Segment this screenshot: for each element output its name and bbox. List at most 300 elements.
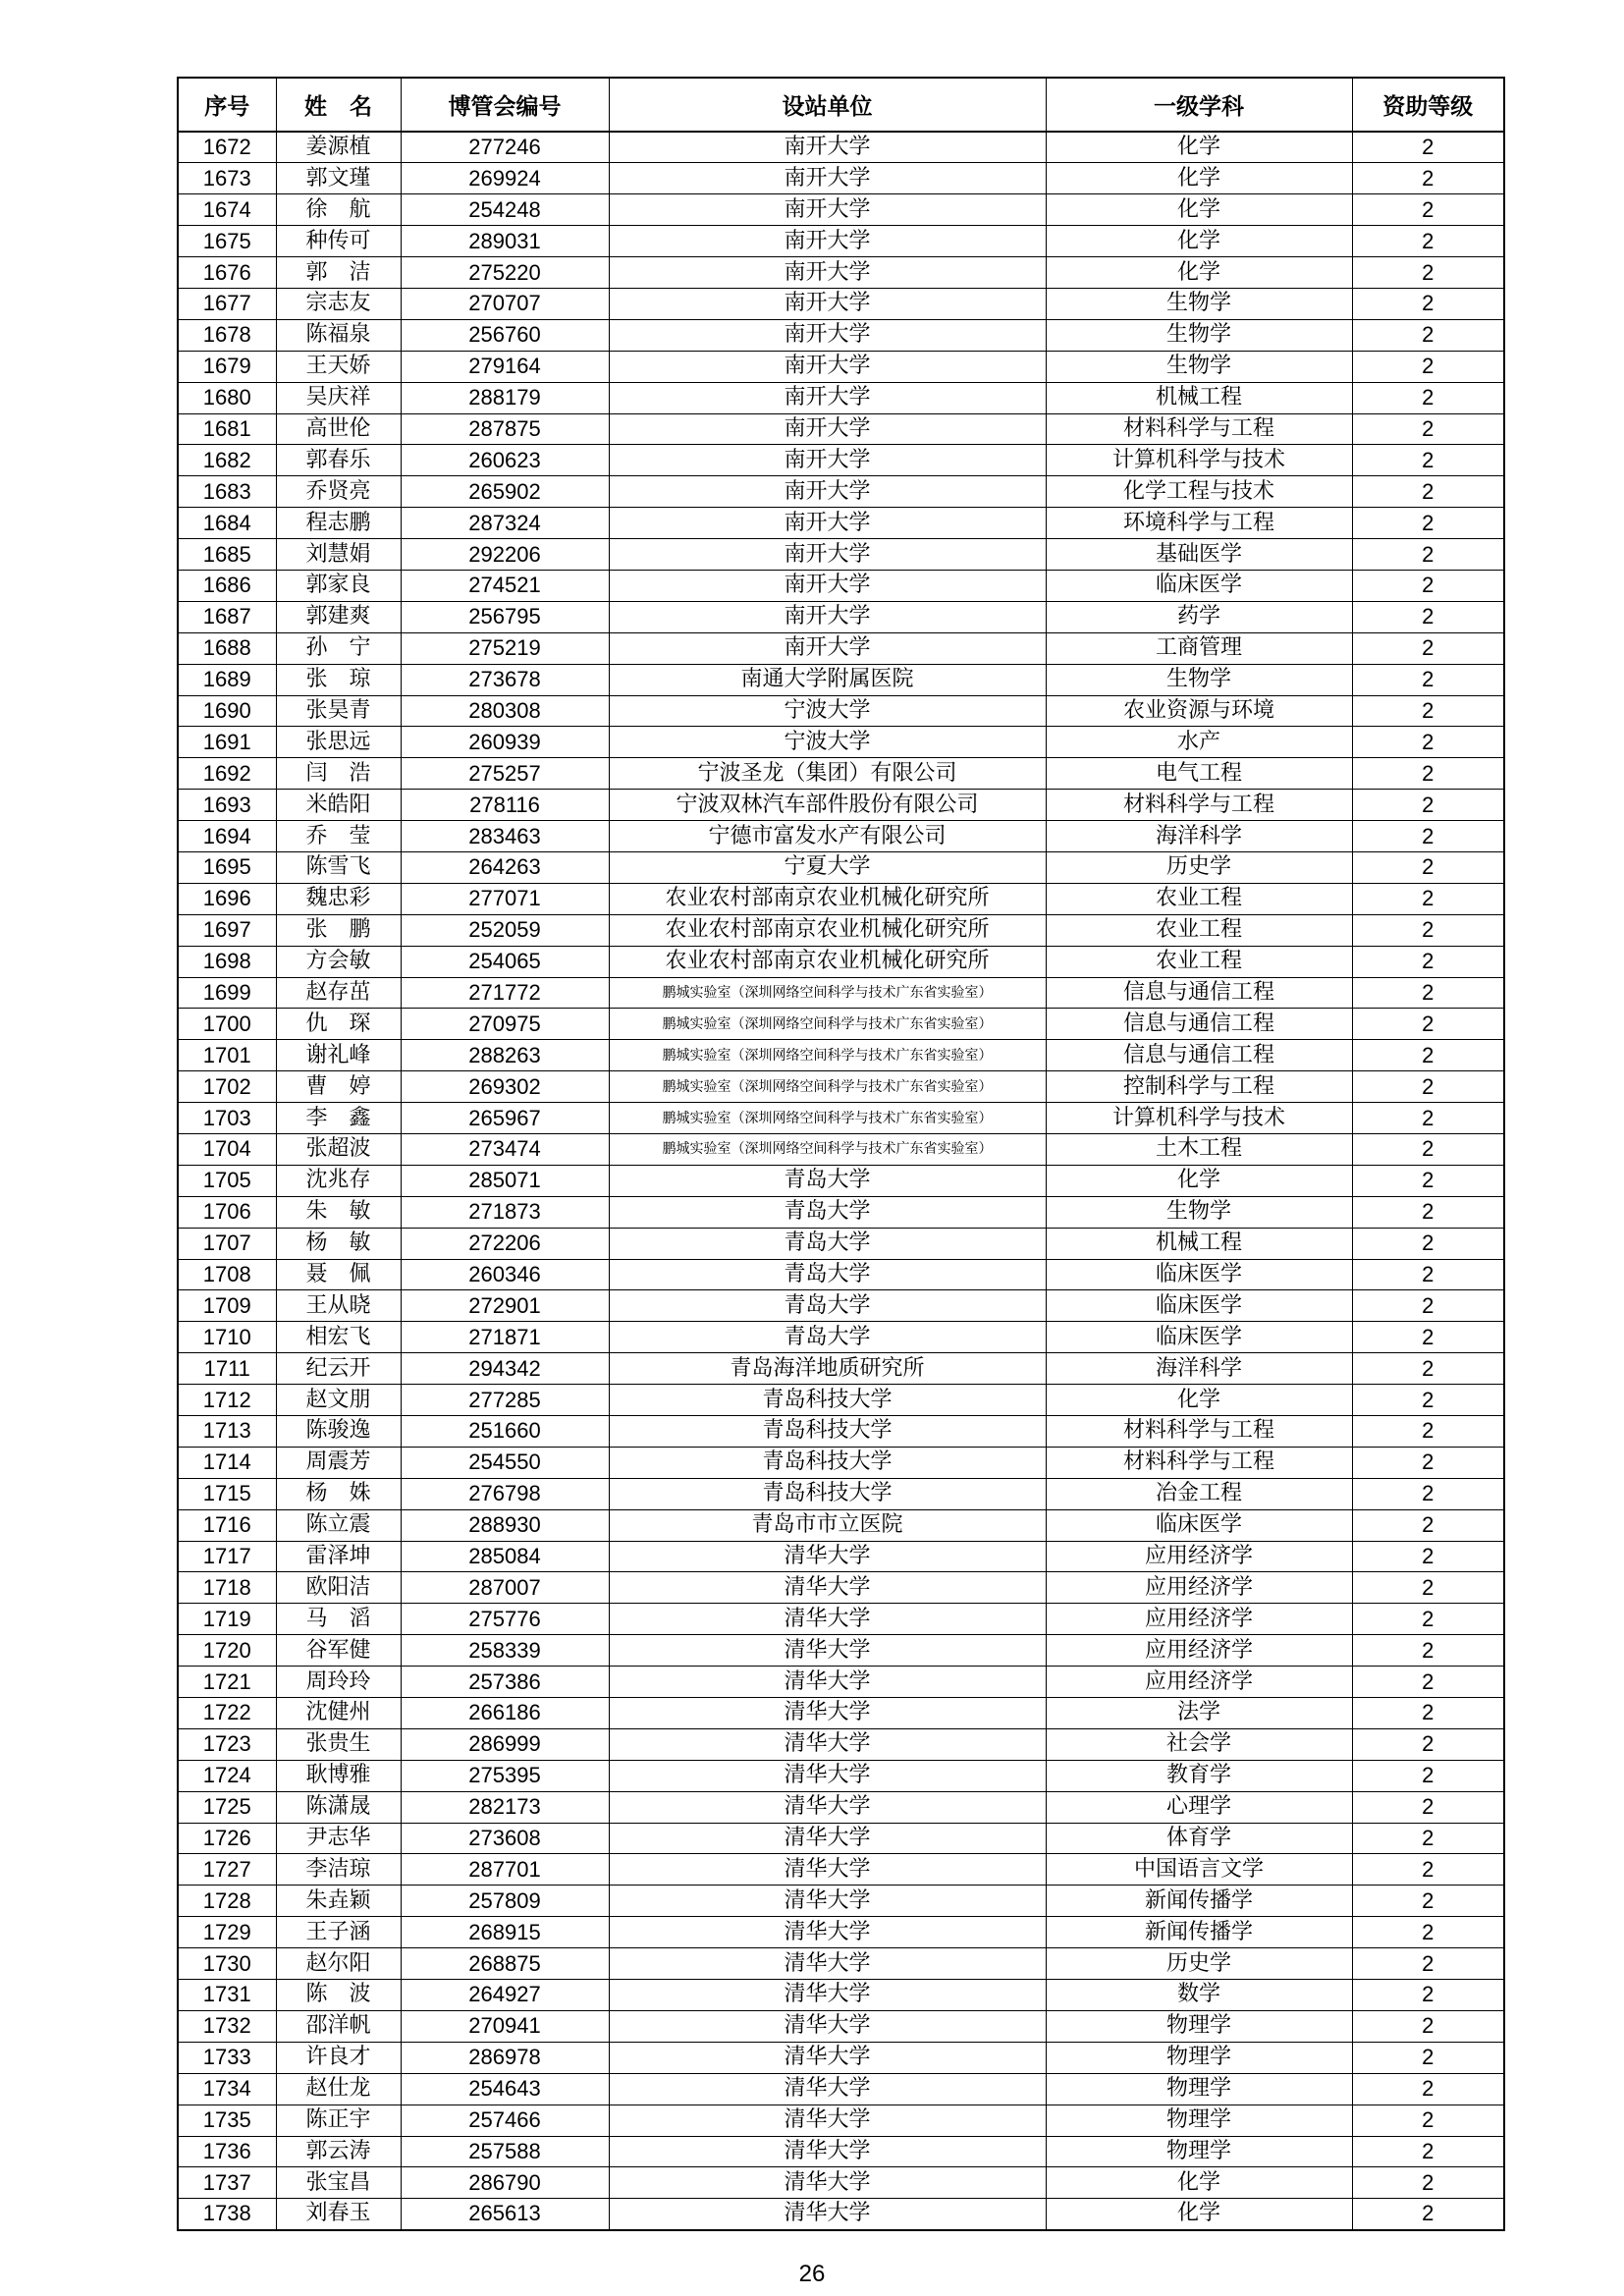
cell-name: 张宝昌 [276, 2167, 401, 2199]
cell-name: 马 滔 [276, 1604, 401, 1635]
cell-discipline: 农业工程 [1046, 946, 1352, 977]
cell-id: 271873 [401, 1196, 609, 1228]
cell-id: 272901 [401, 1290, 609, 1322]
cell-discipline: 农业资源与环境 [1046, 695, 1352, 727]
cell-level: 2 [1352, 2042, 1504, 2073]
cell-unit: 南开大学 [609, 508, 1046, 539]
table-row [178, 1667, 1504, 1698]
cell-id: 280308 [401, 695, 609, 727]
cell-serial: 1675 [178, 226, 276, 257]
cell-name: 杨 敏 [276, 1228, 401, 1259]
cell-level: 2 [1352, 1948, 1504, 1980]
cell-name: 陈潇晟 [276, 1791, 401, 1823]
table-row [178, 1509, 1504, 1541]
cell-id: 275257 [401, 758, 609, 790]
cell-unit: 南开大学 [609, 194, 1046, 226]
cell-name: 郭建爽 [276, 601, 401, 632]
cell-name: 刘春玉 [276, 2199, 401, 2230]
table-row [178, 2199, 1504, 2230]
cell-unit: 青岛海洋地质研究所 [609, 1353, 1046, 1385]
cell-name: 陈雪飞 [276, 851, 401, 883]
cell-name: 沈兆存 [276, 1165, 401, 1196]
cell-id: 260346 [401, 1259, 609, 1290]
cell-unit: 南开大学 [609, 319, 1046, 351]
cell-level: 2 [1352, 727, 1504, 758]
table-row [178, 351, 1504, 382]
cell-discipline: 冶金工程 [1046, 1478, 1352, 1509]
cell-name: 闫 浩 [276, 758, 401, 790]
cell-unit: 宁波双林汽车部件股份有限公司 [609, 790, 1046, 821]
cell-id: 275395 [401, 1760, 609, 1791]
cell-name: 种传可 [276, 226, 401, 257]
cell-serial: 1725 [178, 1791, 276, 1823]
cell-id: 254248 [401, 194, 609, 226]
cell-name: 郭云涛 [276, 2136, 401, 2167]
cell-discipline: 历史学 [1046, 851, 1352, 883]
cell-discipline: 数学 [1046, 1980, 1352, 2011]
cell-discipline: 物理学 [1046, 2042, 1352, 2073]
cell-unit: 青岛大学 [609, 1290, 1046, 1322]
cell-id: 275776 [401, 1604, 609, 1635]
cell-discipline: 法学 [1046, 1698, 1352, 1729]
cell-serial: 1697 [178, 914, 276, 946]
cell-id: 251660 [401, 1416, 609, 1448]
header-level: 资助等级 [1352, 78, 1504, 132]
cell-unit: 青岛大学 [609, 1196, 1046, 1228]
cell-unit: 清华大学 [609, 2199, 1046, 2230]
cell-discipline: 农业工程 [1046, 914, 1352, 946]
table-row [178, 2073, 1504, 2105]
cell-level: 2 [1352, 1259, 1504, 1290]
cell-level: 2 [1352, 1728, 1504, 1760]
cell-discipline: 生物学 [1046, 1196, 1352, 1228]
cell-unit: 南开大学 [609, 163, 1046, 194]
table-row [178, 445, 1504, 476]
cell-unit: 清华大学 [609, 1604, 1046, 1635]
table-row [178, 2136, 1504, 2167]
cell-unit: 南开大学 [609, 601, 1046, 632]
cell-name: 方会敏 [276, 946, 401, 977]
cell-discipline: 生物学 [1046, 288, 1352, 319]
cell-discipline: 信息与通信工程 [1046, 1009, 1352, 1040]
cell-level: 2 [1352, 790, 1504, 821]
cell-id: 265967 [401, 1103, 609, 1134]
cell-discipline: 化学 [1046, 2199, 1352, 2230]
cell-name: 魏忠彩 [276, 883, 401, 914]
cell-level: 2 [1352, 445, 1504, 476]
cell-unit: 清华大学 [609, 1948, 1046, 1980]
cell-level: 2 [1352, 382, 1504, 413]
cell-name: 欧阳洁 [276, 1572, 401, 1604]
cell-serial: 1715 [178, 1478, 276, 1509]
cell-id: 256795 [401, 601, 609, 632]
cell-id: 277285 [401, 1385, 609, 1416]
cell-id: 287007 [401, 1572, 609, 1604]
cell-unit: 清华大学 [609, 2167, 1046, 2199]
cell-serial: 1711 [178, 1353, 276, 1385]
cell-serial: 1728 [178, 1886, 276, 1917]
cell-level: 2 [1352, 319, 1504, 351]
cell-discipline: 应用经济学 [1046, 1635, 1352, 1667]
cell-unit: 清华大学 [609, 2136, 1046, 2167]
cell-level: 2 [1352, 1290, 1504, 1322]
cell-level: 2 [1352, 1353, 1504, 1385]
cell-serial: 1672 [178, 132, 276, 163]
table-row [178, 664, 1504, 695]
cell-id: 257809 [401, 1886, 609, 1917]
cell-id: 275219 [401, 632, 609, 664]
cell-discipline: 信息与通信工程 [1046, 1040, 1352, 1071]
cell-id: 254550 [401, 1447, 609, 1478]
cell-discipline: 化学 [1046, 1165, 1352, 1196]
cell-discipline: 化学 [1046, 226, 1352, 257]
table-row [178, 1009, 1504, 1040]
cell-serial: 1696 [178, 883, 276, 914]
cell-discipline: 新闻传播学 [1046, 1886, 1352, 1917]
page-number: 26 [798, 2261, 826, 2287]
cell-id: 294342 [401, 1353, 609, 1385]
cell-discipline: 化学 [1046, 194, 1352, 226]
cell-id: 270975 [401, 1009, 609, 1040]
cell-level: 2 [1352, 1196, 1504, 1228]
cell-unit: 南通大学附属医院 [609, 664, 1046, 695]
cell-level: 2 [1352, 946, 1504, 977]
cell-name: 郭春乐 [276, 445, 401, 476]
cell-unit: 清华大学 [609, 1791, 1046, 1823]
cell-level: 2 [1352, 1447, 1504, 1478]
cell-level: 2 [1352, 508, 1504, 539]
cell-id: 287324 [401, 508, 609, 539]
cell-level: 2 [1352, 1791, 1504, 1823]
cell-name: 朱垚颖 [276, 1886, 401, 1917]
cell-serial: 1731 [178, 1980, 276, 2011]
header-row [178, 78, 1504, 132]
cell-name: 尹志华 [276, 1823, 401, 1854]
cell-id: 271871 [401, 1322, 609, 1353]
cell-unit: 宁夏大学 [609, 851, 1046, 883]
cell-serial: 1721 [178, 1667, 276, 1698]
cell-level: 2 [1352, 1604, 1504, 1635]
cell-level: 2 [1352, 821, 1504, 852]
cell-serial: 1710 [178, 1322, 276, 1353]
cell-name: 周玲玲 [276, 1667, 401, 1698]
cell-unit: 清华大学 [609, 2042, 1046, 2073]
cell-level: 2 [1352, 883, 1504, 914]
cell-level: 2 [1352, 1478, 1504, 1509]
cell-serial: 1683 [178, 476, 276, 508]
cell-name: 陈福泉 [276, 319, 401, 351]
cell-serial: 1722 [178, 1698, 276, 1729]
cell-unit: 鹏城实验室（深圳网络空间科学与技术广东省实验室） [609, 1134, 1046, 1166]
cell-level: 2 [1352, 351, 1504, 382]
cell-serial: 1734 [178, 2073, 276, 2105]
cell-unit: 南开大学 [609, 288, 1046, 319]
cell-id: 273678 [401, 664, 609, 695]
table-row [178, 1635, 1504, 1667]
table-row [178, 1760, 1504, 1791]
header-id: 博管会编号 [401, 78, 609, 132]
cell-discipline: 电气工程 [1046, 758, 1352, 790]
header-unit: 设站单位 [609, 78, 1046, 132]
table-row [178, 1917, 1504, 1948]
cell-level: 2 [1352, 257, 1504, 289]
cell-serial: 1676 [178, 257, 276, 289]
cell-id: 289031 [401, 226, 609, 257]
cell-name: 姜源植 [276, 132, 401, 163]
cell-unit: 农业农村部南京农业机械化研究所 [609, 914, 1046, 946]
table-row [178, 1228, 1504, 1259]
cell-discipline: 临床医学 [1046, 1509, 1352, 1541]
cell-serial: 1706 [178, 1196, 276, 1228]
cell-name: 耿博雅 [276, 1760, 401, 1791]
table-row [178, 288, 1504, 319]
cell-id: 285084 [401, 1541, 609, 1572]
table-row [178, 1165, 1504, 1196]
cell-unit: 宁德市富发水产有限公司 [609, 821, 1046, 852]
table-row [178, 851, 1504, 883]
cell-serial: 1674 [178, 194, 276, 226]
cell-discipline: 土木工程 [1046, 1134, 1352, 1166]
cell-id: 254643 [401, 2073, 609, 2105]
cell-unit: 清华大学 [609, 1572, 1046, 1604]
cell-id: 287701 [401, 1854, 609, 1886]
cell-id: 260623 [401, 445, 609, 476]
cell-serial: 1714 [178, 1447, 276, 1478]
cell-level: 2 [1352, 413, 1504, 445]
table-row [178, 163, 1504, 194]
cell-level: 2 [1352, 1886, 1504, 1917]
cell-discipline: 应用经济学 [1046, 1667, 1352, 1698]
cell-level: 2 [1352, 476, 1504, 508]
table-row [178, 1447, 1504, 1478]
cell-serial: 1692 [178, 758, 276, 790]
cell-discipline: 物理学 [1046, 2010, 1352, 2042]
cell-discipline: 材料科学与工程 [1046, 790, 1352, 821]
table-row [178, 1948, 1504, 1980]
cell-level: 2 [1352, 194, 1504, 226]
cell-level: 2 [1352, 2136, 1504, 2167]
cell-id: 288930 [401, 1509, 609, 1541]
cell-serial: 1737 [178, 2167, 276, 2199]
cell-id: 256760 [401, 319, 609, 351]
cell-unit: 清华大学 [609, 1823, 1046, 1854]
cell-id: 292206 [401, 539, 609, 571]
cell-name: 张思远 [276, 727, 401, 758]
cell-unit: 清华大学 [609, 1698, 1046, 1729]
cell-unit: 南开大学 [609, 476, 1046, 508]
cell-level: 2 [1352, 132, 1504, 163]
table-row [178, 821, 1504, 852]
cell-discipline: 计算机科学与技术 [1046, 1103, 1352, 1134]
cell-unit: 青岛科技大学 [609, 1416, 1046, 1448]
cell-discipline: 应用经济学 [1046, 1604, 1352, 1635]
funding-table [177, 77, 1505, 2231]
cell-id: 273608 [401, 1823, 609, 1854]
cell-name: 宗志友 [276, 288, 401, 319]
cell-level: 2 [1352, 1760, 1504, 1791]
cell-name: 李 鑫 [276, 1103, 401, 1134]
table-row [178, 1728, 1504, 1760]
cell-id: 268915 [401, 1917, 609, 1948]
cell-id: 270941 [401, 2010, 609, 2042]
cell-id: 286790 [401, 2167, 609, 2199]
cell-discipline: 化学 [1046, 257, 1352, 289]
cell-level: 2 [1352, 1103, 1504, 1134]
cell-id: 254065 [401, 946, 609, 977]
cell-unit: 青岛大学 [609, 1165, 1046, 1196]
table-row [178, 1791, 1504, 1823]
table-row [178, 1385, 1504, 1416]
cell-serial: 1708 [178, 1259, 276, 1290]
cell-discipline: 历史学 [1046, 1948, 1352, 1980]
cell-level: 2 [1352, 914, 1504, 946]
cell-name: 张贵生 [276, 1728, 401, 1760]
cell-name: 程志鹏 [276, 508, 401, 539]
cell-serial: 1718 [178, 1572, 276, 1604]
cell-serial: 1704 [178, 1134, 276, 1166]
table-row [178, 1980, 1504, 2011]
cell-level: 2 [1352, 570, 1504, 601]
cell-name: 乔 莹 [276, 821, 401, 852]
table-row [178, 758, 1504, 790]
cell-name: 郭文瑾 [276, 163, 401, 194]
cell-serial: 1686 [178, 570, 276, 601]
cell-level: 2 [1352, 1823, 1504, 1854]
header-name: 姓 名 [276, 78, 401, 132]
cell-level: 2 [1352, 1635, 1504, 1667]
cell-name: 王子涵 [276, 1917, 401, 1948]
table-row [178, 1071, 1504, 1103]
cell-name: 雷泽坤 [276, 1541, 401, 1572]
table-row [178, 132, 1504, 163]
cell-name: 陈正宇 [276, 2105, 401, 2136]
table-row [178, 1854, 1504, 1886]
cell-unit: 鹏城实验室（深圳网络空间科学与技术广东省实验室） [609, 1040, 1046, 1071]
cell-serial: 1694 [178, 821, 276, 852]
table-row [178, 1604, 1504, 1635]
table-row [178, 1416, 1504, 1448]
cell-name: 郭家良 [276, 570, 401, 601]
cell-discipline: 海洋科学 [1046, 821, 1352, 852]
table-row [178, 1040, 1504, 1071]
table-row [178, 2167, 1504, 2199]
cell-id: 277071 [401, 883, 609, 914]
cell-serial: 1699 [178, 977, 276, 1009]
cell-unit: 清华大学 [609, 1728, 1046, 1760]
cell-name: 谷军健 [276, 1635, 401, 1667]
cell-level: 2 [1352, 1667, 1504, 1698]
cell-unit: 清华大学 [609, 1635, 1046, 1667]
cell-discipline: 工商管理 [1046, 632, 1352, 664]
cell-id: 288263 [401, 1040, 609, 1071]
cell-discipline: 化学 [1046, 163, 1352, 194]
cell-level: 2 [1352, 539, 1504, 571]
table-row [178, 727, 1504, 758]
cell-level: 2 [1352, 2105, 1504, 2136]
cell-serial: 1702 [178, 1071, 276, 1103]
cell-level: 2 [1352, 226, 1504, 257]
cell-unit: 农业农村部南京农业机械化研究所 [609, 946, 1046, 977]
cell-discipline: 应用经济学 [1046, 1572, 1352, 1604]
cell-id: 272206 [401, 1228, 609, 1259]
cell-name: 张 鹏 [276, 914, 401, 946]
cell-discipline: 生物学 [1046, 319, 1352, 351]
table-row [178, 476, 1504, 508]
cell-level: 2 [1352, 163, 1504, 194]
cell-name: 赵存茁 [276, 977, 401, 1009]
cell-name: 李洁琼 [276, 1854, 401, 1886]
cell-id: 283463 [401, 821, 609, 852]
cell-unit: 青岛大学 [609, 1228, 1046, 1259]
cell-serial: 1726 [178, 1823, 276, 1854]
cell-unit: 鹏城实验室（深圳网络空间科学与技术广东省实验室） [609, 1009, 1046, 1040]
cell-discipline: 临床医学 [1046, 1322, 1352, 1353]
table-row [178, 946, 1504, 977]
table-row [178, 2042, 1504, 2073]
cell-id: 257588 [401, 2136, 609, 2167]
table-row [178, 790, 1504, 821]
table-row [178, 1134, 1504, 1166]
cell-discipline: 物理学 [1046, 2073, 1352, 2105]
table-row [178, 1541, 1504, 1572]
cell-name: 邵洋帆 [276, 2010, 401, 2042]
cell-unit: 清华大学 [609, 1667, 1046, 1698]
cell-id: 265613 [401, 2199, 609, 2230]
cell-serial: 1695 [178, 851, 276, 883]
cell-serial: 1713 [178, 1416, 276, 1448]
cell-name: 郭 洁 [276, 257, 401, 289]
cell-discipline: 海洋科学 [1046, 1353, 1352, 1385]
cell-serial: 1719 [178, 1604, 276, 1635]
cell-unit: 清华大学 [609, 1980, 1046, 2011]
cell-unit: 青岛市市立医院 [609, 1509, 1046, 1541]
table-row [178, 1886, 1504, 1917]
cell-serial: 1709 [178, 1290, 276, 1322]
cell-serial: 1716 [178, 1509, 276, 1541]
cell-id: 258339 [401, 1635, 609, 1667]
cell-name: 刘慧娟 [276, 539, 401, 571]
cell-serial: 1678 [178, 319, 276, 351]
cell-discipline: 新闻传播学 [1046, 1917, 1352, 1948]
cell-id: 274521 [401, 570, 609, 601]
cell-serial: 1705 [178, 1165, 276, 1196]
cell-id: 252059 [401, 914, 609, 946]
table-body [178, 132, 1504, 2230]
cell-serial: 1679 [178, 351, 276, 382]
cell-name: 陈骏逸 [276, 1416, 401, 1448]
cell-discipline: 材料科学与工程 [1046, 1447, 1352, 1478]
table-row [178, 2105, 1504, 2136]
cell-discipline: 社会学 [1046, 1728, 1352, 1760]
cell-serial: 1680 [178, 382, 276, 413]
table-row [178, 1322, 1504, 1353]
cell-unit: 南开大学 [609, 382, 1046, 413]
cell-discipline: 心理学 [1046, 1791, 1352, 1823]
cell-unit: 青岛科技大学 [609, 1478, 1046, 1509]
table-row [178, 570, 1504, 601]
cell-unit: 宁波大学 [609, 695, 1046, 727]
cell-serial: 1698 [178, 946, 276, 977]
cell-level: 2 [1352, 1416, 1504, 1448]
cell-discipline: 机械工程 [1046, 382, 1352, 413]
table-row [178, 226, 1504, 257]
cell-id: 269924 [401, 163, 609, 194]
cell-serial: 1701 [178, 1040, 276, 1071]
cell-discipline: 信息与通信工程 [1046, 977, 1352, 1009]
cell-name: 张 琼 [276, 664, 401, 695]
cell-name: 周震芳 [276, 1447, 401, 1478]
table-row [178, 539, 1504, 571]
